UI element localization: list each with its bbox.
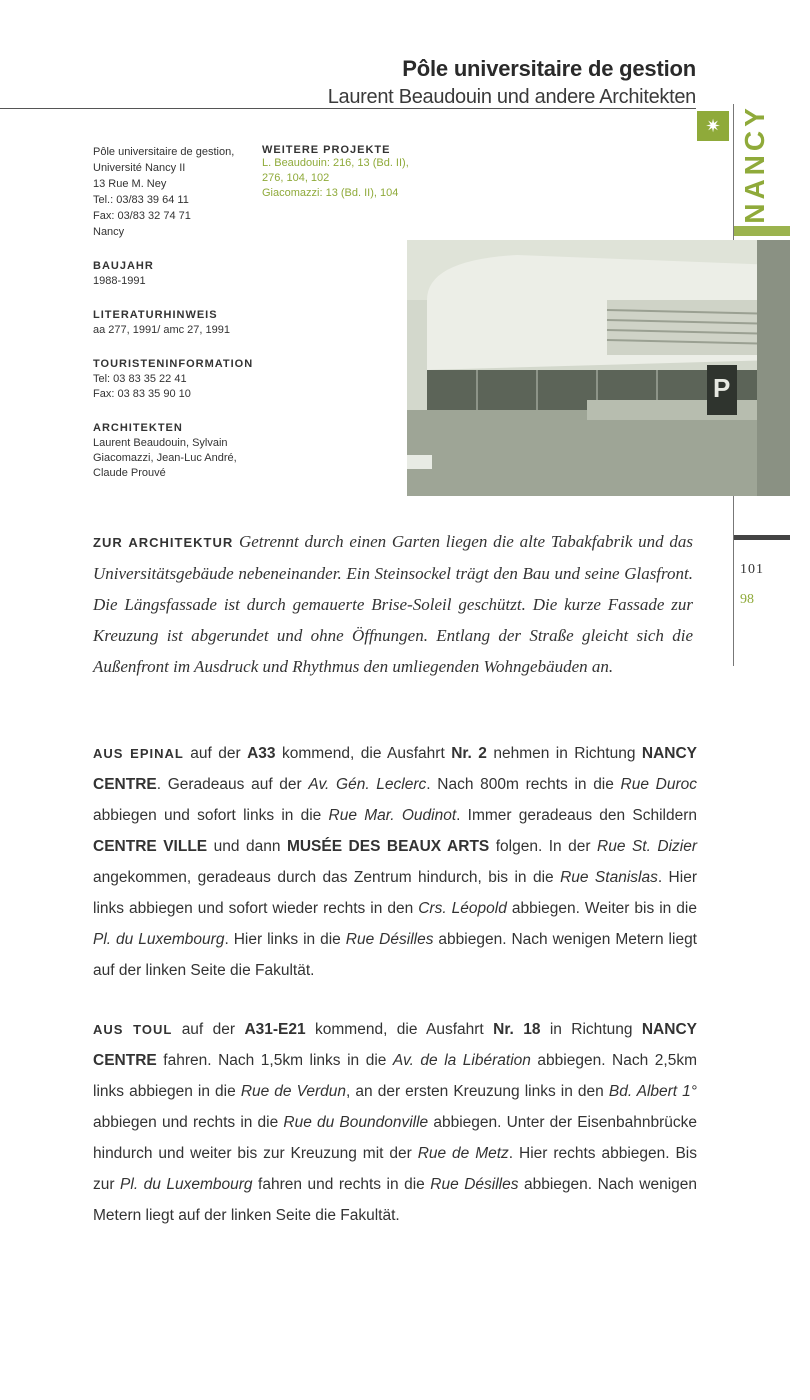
svg-text:P: P [713, 373, 731, 403]
text-run: Nr. 2 [451, 745, 487, 762]
text-run: abbiegen. Weiter bis in die [506, 900, 697, 917]
text-run: kommend, die Ausfahrt [305, 1021, 494, 1038]
text-run: abbiegen und sofort links in die [93, 807, 329, 824]
text-run: Bd. Albert 1° [608, 1083, 697, 1100]
text-run: folgen. In der [489, 838, 598, 855]
directions-epinal [93, 738, 697, 986]
text-run: . Nach 800m rechts in die [426, 776, 621, 793]
text-run: Rue Désilles [345, 931, 434, 948]
page-title: Pôle universitaire de gestion [402, 56, 696, 81]
address-line: Tel.: 03/83 39 64 11 [93, 194, 189, 206]
text-run: Crs. Léopold [418, 900, 507, 917]
architekten-line: Claude Prouvé [93, 467, 166, 479]
weitere-heading: WEITERE PROJEKTE [262, 144, 391, 156]
text-run: Rue St. Dizier [597, 838, 698, 855]
text-run: A31-E21 [244, 1021, 306, 1038]
text-run: CENTRE VILLE [93, 838, 208, 855]
page-subtitle: Laurent Beaudouin und andere Architekten [327, 86, 696, 108]
touristen-line: Fax: 03 83 35 90 10 [93, 388, 191, 400]
text-run: Rue de Verdun [240, 1083, 347, 1100]
text-run: auf der [183, 745, 248, 762]
page-reference: 98 [740, 592, 754, 607]
text-run: NANCY CENTRE [93, 1021, 697, 1069]
literatur-value: aa 277, 1991/ amc 27, 1991 [93, 324, 230, 336]
text-run: kommend, die Ausfahrt [275, 745, 452, 762]
city-tab [733, 104, 773, 224]
text-run: MUSÉE DES BEAUX ARTS [286, 838, 490, 855]
weitere-projekte [262, 144, 409, 201]
text-run: abbiegen und rechts in die [93, 1114, 284, 1131]
text-run: nehmen in Richtung [486, 745, 642, 762]
text-run: . Hier links in die [224, 931, 346, 948]
text-run: abbiegen. Nach wenigen Metern liegt auf der linken Seite die Fakultät. [93, 1176, 698, 1224]
address-line: Fax: 03/83 32 74 71 [93, 210, 191, 222]
architektur-lead: ZUR ARCHITEKTUR [93, 535, 234, 550]
text-run: in Richtung [540, 1021, 642, 1038]
toul-lead: AUS TOUL [93, 1022, 173, 1037]
page-number: 101 [740, 562, 764, 577]
touristen-line: Tel: 03 83 35 22 41 [93, 373, 187, 385]
weitere-line: Giacomazzi: 13 (Bd. II), 104 [262, 187, 399, 199]
weitere-line: L. Beaudouin: 216, 13 (Bd. II), [262, 157, 409, 169]
directions-toul [93, 1014, 697, 1231]
architekten-heading: ARCHITEKTEN [93, 422, 183, 434]
text-run: Rue Duroc [620, 776, 698, 793]
address-line: Université Nancy II [93, 162, 186, 174]
text-run: Av. Gén. Leclerc [308, 776, 427, 793]
architekten-line: Laurent Beaudouin, Sylvain [93, 437, 228, 449]
text-run: . Immer geradeaus den Schildern [456, 807, 697, 824]
sidebar-accent-block [734, 226, 790, 236]
baujahr-heading: BAUJAHR [93, 260, 154, 272]
text-run: fahren. Nach 1,5km links in die [156, 1052, 393, 1069]
architektur-paragraph [93, 526, 693, 682]
text-run: Nr. 18 [493, 1021, 541, 1038]
architekten-line: Giacomazzi, Jean-Luc André, [93, 452, 237, 464]
sidebar-divider [734, 535, 790, 540]
epinal-lead: AUS EPINAL [93, 746, 184, 761]
city-label: NANCY [739, 104, 770, 224]
text-run: Rue Mar. Oudinot [328, 807, 457, 824]
text-run: abbiegen. Unter der Eisenbahnbrücke hindurch und weiter bis zur Kreuzung mit der [93, 1114, 697, 1162]
touristen-heading: TOURISTENINFORMATION [93, 358, 254, 370]
address-block [93, 144, 253, 481]
address-line: Nancy [93, 226, 125, 238]
text-run: . Hier rechts abbiegen. Bis zur [93, 1145, 697, 1193]
text-run: fahren und rechts in die [252, 1176, 431, 1193]
text-run: angekommen, geradeaus durch das Zentrum hindurch, bis in die [93, 869, 561, 886]
text-run: Rue Désilles [430, 1176, 519, 1193]
building-photo [407, 240, 790, 496]
baujahr-value: 1988-1991 [93, 275, 146, 287]
weitere-line: 276, 104, 102 [262, 172, 330, 184]
text-run: auf der [172, 1021, 245, 1038]
text-run: abbiegen. Nach wenigen Metern liegt auf der linken Seite die Fakultät. [93, 931, 697, 979]
text-run: . Geradeaus auf der [156, 776, 309, 793]
text-run: NANCY CENTRE [93, 745, 698, 793]
literatur-heading: LITERATURHINWEIS [93, 309, 218, 321]
text-run: . Hier links abbiegen und sofort wieder rechts in den [93, 869, 697, 917]
text-run: abbiegen. Nach 2,5km links abbiegen in die [93, 1052, 697, 1100]
address-line: 13 Rue M. Ney [93, 178, 167, 190]
star-icon: ✷ [697, 111, 729, 141]
text-run: Rue Stanislas [560, 869, 658, 886]
text-run: A33 [247, 745, 276, 762]
text-run: und dann [207, 838, 287, 855]
header-divider [0, 108, 696, 109]
text-run: Av. de la Libération [392, 1052, 531, 1069]
text-run: Pl. du Luxembourg [93, 931, 225, 948]
text-run: Rue du Boundonville [283, 1114, 429, 1131]
text-run: Pl. du Luxembourg [120, 1176, 253, 1193]
address-line: Pôle universitaire de gestion, [93, 146, 235, 158]
text-run: Rue de Metz [417, 1145, 509, 1162]
text-run: , an der ersten Kreuzung links in den [346, 1083, 609, 1100]
architektur-text: Getrennt durch einen Garten liegen die alte Tabakfabrik und das Universitätsgebäude nebeneinander. Ein Steinsockel trägt den Bau und seine Glasfront. Die Längsfassade ist durch gemauerte Brise-Soleil geschützt. Die kurze Fassade zur Kreuzung ist abgerundet und ohne Öffnungen. Entlang der Straße gleicht sich die Außenfront im Ausdruck und Rhythmus den umliegenden Wohngebäuden an. [93, 532, 693, 676]
